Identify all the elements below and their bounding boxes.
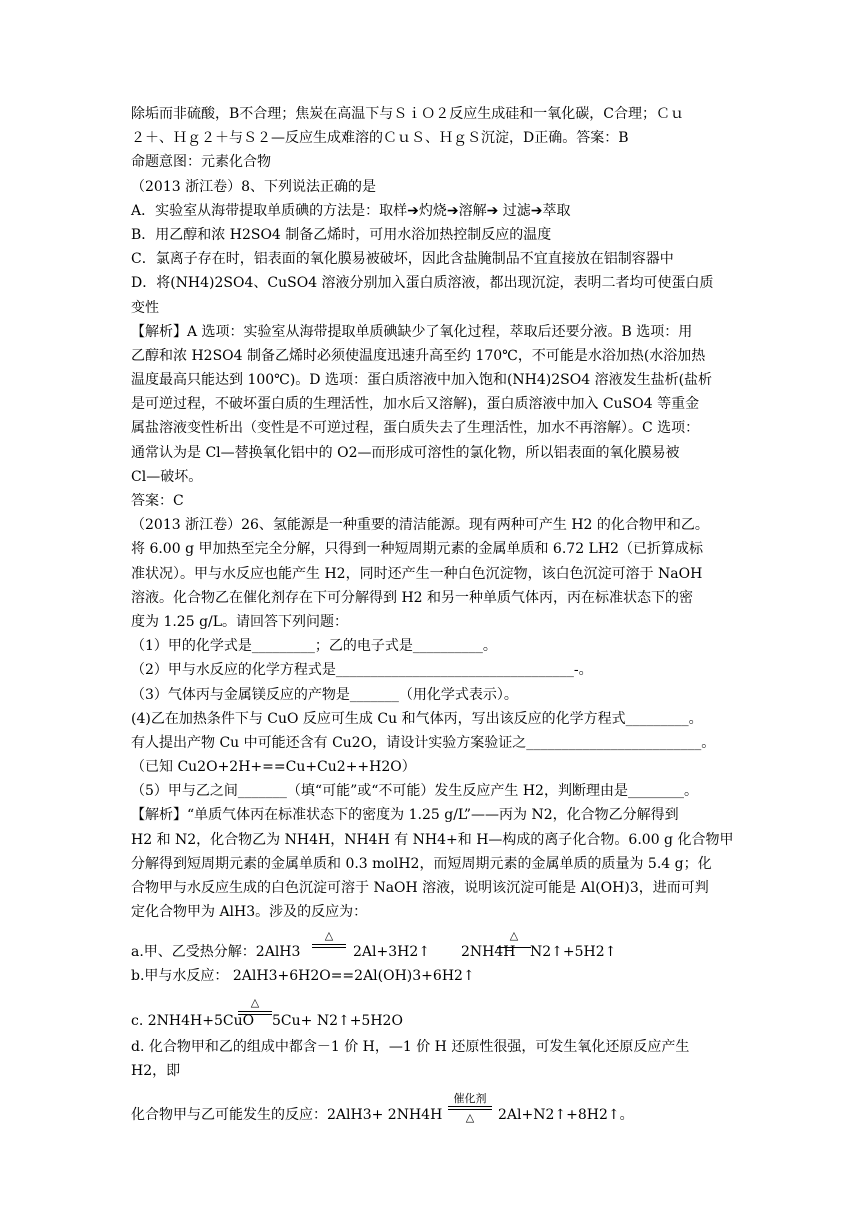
paragraph-line: H2，即	[131, 1062, 181, 1079]
equation-e-rhs: 2Al+N2↑+8H2↑。	[498, 1106, 634, 1123]
document-page	[131, 102, 734, 1127]
equation-e	[131, 1093, 731, 1127]
paragraph-line: 是可逆过程，不破坏蛋白质的生理活性，加水后又溶解)，蛋白质溶液中加入 CuSO4 等重金	[131, 396, 700, 413]
paragraph-line: ２＋、Ｈｇ２＋与Ｓ２—反应生成难溶的ＣｕＳ、ＨｇＳ沉淀，D正确。答案：B	[131, 130, 629, 147]
paragraph-line: 除垢而非硫酸，B不合理；焦炭在高温下与ＳｉＯ２反应生成硅和一氧化碳，C合理；Ｃｕ	[131, 106, 684, 122]
paragraph-line: （3）气体丙与金属镁反应的产物是_______（用化学式表示）。	[131, 686, 518, 703]
equation-a-lhs: a.甲、乙受热分解：2AlH3	[131, 944, 301, 961]
paragraph-line: (4)乙在加热条件下与 CuO 反应可生成 Cu 和气体丙，写出该反应的化学方程式_________。	[131, 710, 703, 727]
paragraph-line: 将 6.00 g 甲加热至完全分解，只得到一种短周期元素的金属单质和 6.72 LH2（已折算成标	[131, 541, 703, 558]
text-block	[131, 102, 734, 924]
condition-heat: △	[250, 995, 260, 1009]
paragraph-line: （2013 浙江卷）26、氢能源是一种重要的清洁能源。现有两种可产生 H2 的化合物甲和乙。	[131, 517, 709, 534]
equation-a-rhs2: N2↑+5H2↑	[530, 944, 617, 961]
paragraph-line: A．实验室从海带提取单质碘的方法是：取样➔灼烧➔溶解➔ 过滤➔萃取	[131, 202, 571, 219]
paragraph-line: B．用乙醇和浓 H2SO4 制备乙烯时，可用水浴加热控制反应的温度	[131, 226, 552, 243]
equation-c-lhs: c. 2NH4H+5CuO	[131, 1012, 255, 1029]
equation-a-lhs2: 2NH4H	[461, 944, 516, 961]
reaction-arrow	[312, 929, 346, 958]
paragraph-line: （2013 浙江卷）8、下列说法正确的是	[131, 178, 376, 195]
equation-b: b.甲与水反应： 2AlH3+6H2O==2Al(OH)3+6H2↑	[131, 968, 475, 985]
paragraph-line: （1）甲的化学式是_________；乙的电子式是__________。	[131, 638, 497, 655]
paragraph-line: 属盐溶液变性析出（变性是不可逆过程，蛋白质失去了生理活性，加水不再溶解）。C 选项：	[131, 420, 700, 437]
paragraph-line: Cl—破坏。	[131, 468, 203, 485]
paragraph-line: 度为 1.25 g/L。请回答下列问题：	[131, 613, 349, 630]
condition-catalyst: 催化剂	[453, 1091, 487, 1105]
equation-a	[131, 929, 731, 964]
equation-c-rhs: 5Cu+ N2↑+5H2O	[272, 1012, 403, 1029]
paragraph-line: d. 化合物甲和乙的组成中都含－1 价 H，—1 价 H 还原性很强，可发生氧化还原反应产生	[131, 1038, 690, 1055]
paragraph-line: H2 和 N2，化合物乙为 NH4H，NH4H 有 NH4+和 H—构成的离子化合物。6.00 g 化合物甲	[131, 831, 734, 848]
paragraph-line: D．将(NH4)2SO4、CuSO4 溶液分别加入蛋白质溶液，都出现沉淀，表明二者均可使蛋白质	[131, 275, 714, 292]
paragraph-line: 溶液。化合物乙在催化剂存在下可分解得到 H2 和另一种单质气体丙，丙在标准状态下的密	[131, 589, 694, 606]
paragraph-line: 【解析】A 选项：实验室从海带提取单质碘缺少了氧化过程，萃取后还要分液。B 选项：用	[131, 323, 693, 340]
equation-a-rhs: 2Al+3H2↑	[353, 944, 430, 961]
paragraph-line: 准状况）。甲与水反应也能产生 H2，同时还产生一种白色沉淀物，该白色沉淀可溶于 NaOH	[131, 565, 703, 582]
paragraph-line: 变性	[131, 299, 159, 316]
paragraph-line: 命题意图：元素化合物	[131, 154, 271, 171]
condition-heat: △	[465, 1110, 475, 1124]
equation-e-lhs: 化合物甲与乙可能发生的反应：2AlH3+ 2NH4H	[131, 1106, 443, 1123]
equation-c	[131, 995, 731, 1033]
condition-heat: △	[324, 929, 334, 943]
paragraph-line: 乙醇和浓 H2SO4 制备乙烯时必须使温度迅速升高至约 170℃，不可能是水浴加热(水浴加热	[131, 347, 706, 364]
paragraph-line: 【解析】“单质气体丙在标准状态下的密度为 1.25 g/L”——丙为 N2，化合物乙分解得到	[131, 807, 679, 824]
reaction-arrow	[497, 929, 531, 958]
condition-heat: △	[509, 929, 519, 943]
paragraph-line: 有人提出产物 Cu 中可能还含有 Cu2O，请设计实验方案验证之_________________________。	[131, 734, 716, 751]
paragraph-line: （5）甲与乙之间_______（填“可能”或“不可能）发生反应产生 H2，判断理由是________。	[131, 783, 698, 800]
paragraph-line: C．氯离子存在时，铝表面的氧化膜易被破坏，因此含盐腌制品不宜直接放在铝制容器中	[131, 251, 674, 268]
paragraph-line: 通常认为是 Cl—替换氧化铝中的 O2—而形成可溶性的氯化物，所以铝表面的氧化膜易被	[131, 444, 680, 461]
paragraph-line: 答案：C	[131, 493, 184, 509]
paragraph-line: （已知 Cu2O+2H+==Cu+Cu2++H2O）	[131, 759, 416, 776]
reaction-arrow	[238, 995, 272, 1025]
paragraph-line: 定化合物甲为 AlH3。涉及的反应为：	[131, 904, 368, 921]
paragraph-line: 分解得到短周期元素的金属单质和 0.3 molH2，而短周期元素的金属单质的质量为 5.4 g；化	[131, 855, 712, 872]
paragraph-line: 温度最高只能达到 100℃)。D 选项：蛋白质溶液中加入饱和(NH4)2SO4 溶液发生盐析(盐析	[131, 372, 713, 389]
reaction-arrow	[448, 1093, 492, 1127]
paragraph-line: （2）甲与水反应的化学方程式是__________________________________-。	[131, 662, 593, 679]
paragraph-line: 合物甲与水反应生成的白色沉淀可溶于 NaOH 溶液，说明该沉淀可能是 Al(OH)3，进而可判	[131, 880, 709, 896]
